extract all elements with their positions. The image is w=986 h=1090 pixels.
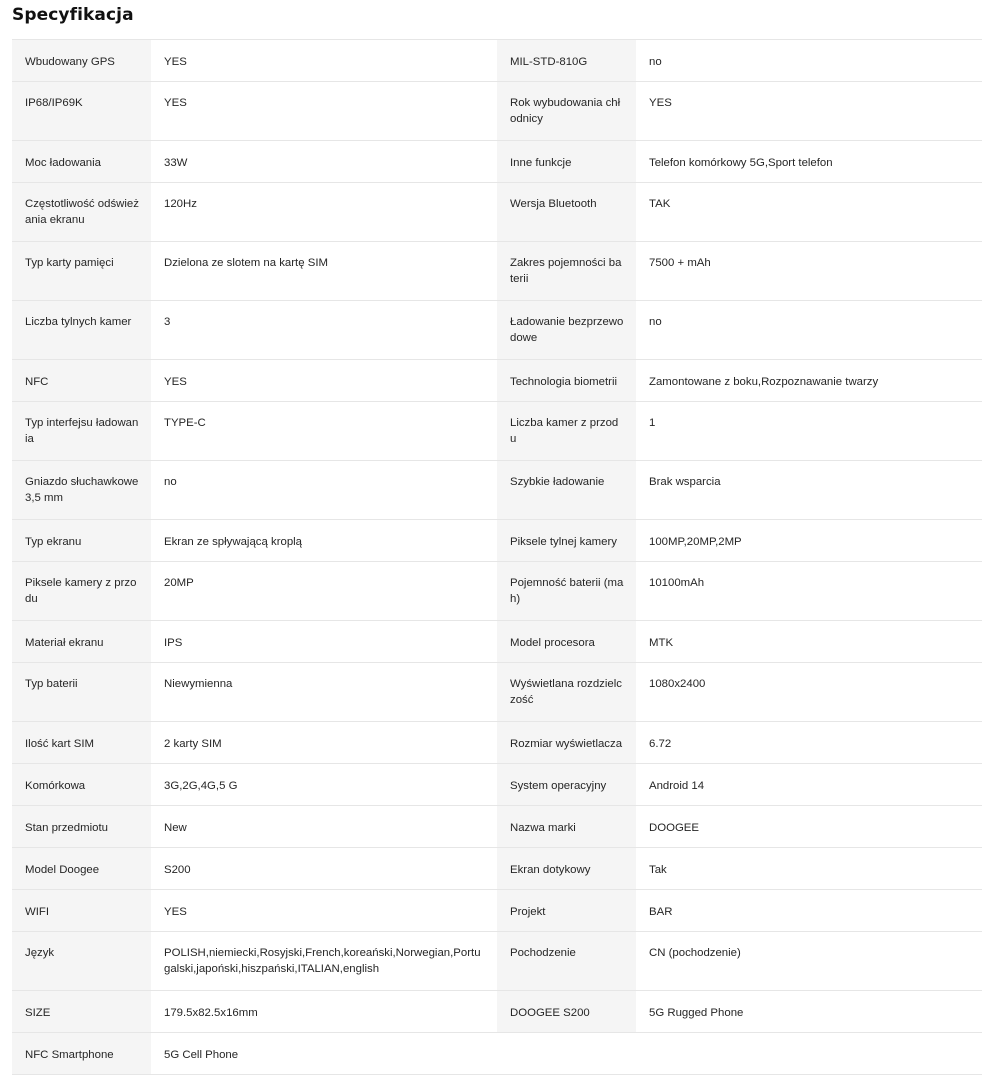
spec-label: Moc ładowania xyxy=(12,141,151,183)
spec-label: Liczba tylnych kamer xyxy=(12,301,151,360)
spec-label: Ilość kart SIM xyxy=(12,722,151,764)
spec-value: Tak xyxy=(636,848,982,890)
spec-label: Nazwa marki xyxy=(497,806,636,848)
spec-value: 20MP xyxy=(151,562,497,621)
spec-label: Rok wybudowania chłodnicy xyxy=(497,82,636,141)
table-row xyxy=(12,360,982,402)
table-row xyxy=(12,40,982,82)
spec-label: Ekran dotykowy xyxy=(497,848,636,890)
table-row xyxy=(12,82,982,141)
spec-value: 3G,2G,4G,5 G xyxy=(151,764,497,806)
spec-label: Pojemność baterii (mah) xyxy=(497,562,636,621)
spec-value: 100MP,20MP,2MP xyxy=(636,520,982,562)
spec-label: Stan przedmiotu xyxy=(12,806,151,848)
spec-value: 5G Rugged Phone xyxy=(636,991,982,1033)
section-title: Specyfikacja xyxy=(12,5,134,25)
table-row xyxy=(12,242,982,301)
spec-value: YES xyxy=(151,890,497,932)
spec-value: no xyxy=(636,301,982,360)
spec-label: Gniazdo słuchawkowe 3,5 mm xyxy=(12,461,151,520)
empty-cell xyxy=(497,1033,636,1075)
spec-label: Wyświetlana rozdzielczość xyxy=(497,663,636,722)
table-row xyxy=(12,663,982,722)
spec-value: YES xyxy=(151,360,497,402)
spec-label: MIL-STD-810G xyxy=(497,40,636,82)
spec-value: New xyxy=(151,806,497,848)
spec-label: Częstotliwość odświeżania ekranu xyxy=(12,183,151,242)
spec-value: 5G Cell Phone xyxy=(151,1033,497,1075)
spec-value: TYPE-C xyxy=(151,402,497,461)
spec-value: DOOGEE xyxy=(636,806,982,848)
spec-value: Brak wsparcia xyxy=(636,461,982,520)
spec-value: Ekran ze spływającą kroplą xyxy=(151,520,497,562)
spec-label: Rozmiar wyświetlacza xyxy=(497,722,636,764)
spec-label: Wbudowany GPS xyxy=(12,40,151,82)
table-row xyxy=(12,991,982,1033)
spec-value: 3 xyxy=(151,301,497,360)
spec-value: 7500 + mAh xyxy=(636,242,982,301)
table-row xyxy=(12,183,982,242)
table-row xyxy=(12,461,982,520)
spec-label: Piksele kamery z przodu xyxy=(12,562,151,621)
table-row xyxy=(12,1033,982,1075)
spec-label: Szybkie ładowanie xyxy=(497,461,636,520)
spec-label: NFC Smartphone xyxy=(12,1033,151,1075)
spec-value: YES xyxy=(636,82,982,141)
spec-value: 6.72 xyxy=(636,722,982,764)
empty-cell xyxy=(636,1033,982,1075)
spec-label: Język xyxy=(12,932,151,991)
table-row xyxy=(12,764,982,806)
spec-label: Typ baterii xyxy=(12,663,151,722)
spec-label: Projekt xyxy=(497,890,636,932)
spec-label: Model procesora xyxy=(497,621,636,663)
table-row xyxy=(12,890,982,932)
spec-value: no xyxy=(636,40,982,82)
spec-label: Model Doogee xyxy=(12,848,151,890)
spec-label: Inne funkcje xyxy=(497,141,636,183)
spec-value: 2 karty SIM xyxy=(151,722,497,764)
spec-label: SIZE xyxy=(12,991,151,1033)
spec-label: Wersja Bluetooth xyxy=(497,183,636,242)
table-row xyxy=(12,722,982,764)
spec-table xyxy=(12,39,982,1075)
spec-label: System operacyjny xyxy=(497,764,636,806)
spec-label: NFC xyxy=(12,360,151,402)
spec-label: Materiał ekranu xyxy=(12,621,151,663)
spec-value: Android 14 xyxy=(636,764,982,806)
spec-value: TAK xyxy=(636,183,982,242)
spec-label: Technologia biometrii xyxy=(497,360,636,402)
table-row xyxy=(12,520,982,562)
spec-label: WIFI xyxy=(12,890,151,932)
spec-label: Pochodzenie xyxy=(497,932,636,991)
spec-value: Zamontowane z boku,Rozpoznawanie twarzy xyxy=(636,360,982,402)
table-row xyxy=(12,806,982,848)
spec-value: CN (pochodzenie) xyxy=(636,932,982,991)
spec-value: 179.5x82.5x16mm xyxy=(151,991,497,1033)
table-row xyxy=(12,562,982,621)
spec-value: 10100mAh xyxy=(636,562,982,621)
spec-value: YES xyxy=(151,82,497,141)
spec-value: Telefon komórkowy 5G,Sport telefon xyxy=(636,141,982,183)
table-row xyxy=(12,301,982,360)
spec-value: BAR xyxy=(636,890,982,932)
spec-label: Typ ekranu xyxy=(12,520,151,562)
spec-label: Ładowanie bezprzewodowe xyxy=(497,301,636,360)
spec-value: Niewymienna xyxy=(151,663,497,722)
spec-value: Dzielona ze slotem na kartę SIM xyxy=(151,242,497,301)
spec-label: Liczba kamer z przodu xyxy=(497,402,636,461)
spec-value: POLISH,niemiecki,Rosyjski,French,koreański,Norwegian,Portugalski,japoński,hiszpański,ITALIAN,english xyxy=(151,932,497,991)
spec-value: no xyxy=(151,461,497,520)
spec-label: Zakres pojemności baterii xyxy=(497,242,636,301)
spec-value: 120Hz xyxy=(151,183,497,242)
table-row xyxy=(12,621,982,663)
spec-value: 33W xyxy=(151,141,497,183)
spec-label: Typ interfejsu ładowania xyxy=(12,402,151,461)
table-row xyxy=(12,848,982,890)
spec-label: IP68/IP69K xyxy=(12,82,151,141)
spec-value: S200 xyxy=(151,848,497,890)
spec-value: MTK xyxy=(636,621,982,663)
spec-value: IPS xyxy=(151,621,497,663)
spec-value: 1080x2400 xyxy=(636,663,982,722)
spec-label: Typ karty pamięci xyxy=(12,242,151,301)
table-row xyxy=(12,141,982,183)
spec-label: DOOGEE S200 xyxy=(497,991,636,1033)
spec-label: Piksele tylnej kamery xyxy=(497,520,636,562)
spec-value: YES xyxy=(151,40,497,82)
table-row xyxy=(12,932,982,991)
table-row xyxy=(12,402,982,461)
spec-value: 1 xyxy=(636,402,982,461)
spec-label: Komórkowa xyxy=(12,764,151,806)
